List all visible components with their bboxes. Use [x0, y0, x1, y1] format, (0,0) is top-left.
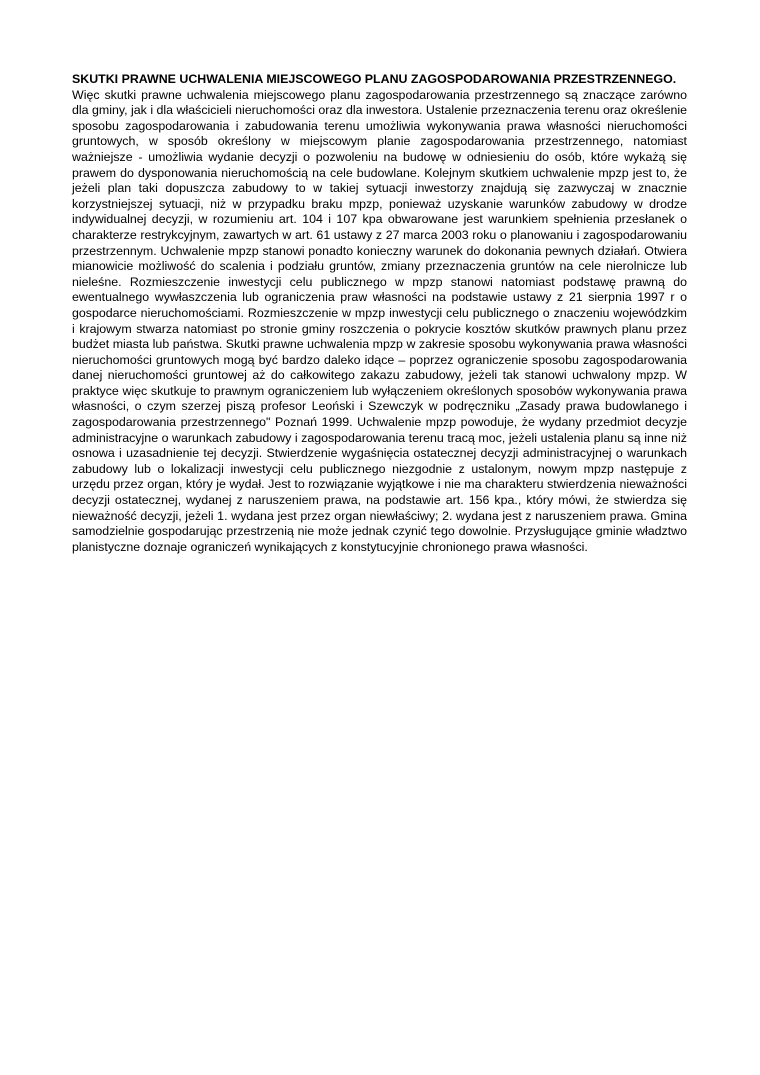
document-page — [72, 72, 687, 555]
document-body: Więc skutki prawne uchwalenia miejscowego planu zagospodarowania przestrzennego są znaczące zarówno dla gminy, jak i dla właścicieli nieruchomości oraz dla inwestora. Ustalenie przeznaczenia terenu oraz określenie sposobu zagospodarowania i zabudowania terenu umożliwia wykonywania prawa własności nieruchomości gruntowych, w sposób określony w miejscowym planie zagospodarowania przestrzennego, natomiast ważniejsze - umożliwia wydanie decyzji o pozwoleniu na budowę w odniesieniu do osób, które wykażą się prawem do dysponowania nieruchomością na cele budowlane. Kolejnym skutkiem uchwalenie mpzp jest to, że jeżeli plan taki dopuszcza zabudowy to w takiej sytuacji inwestorzy znajdują się zazwyczaj w znacznie korzystniejszej sytuacji, niż w przypadku braku mpzp, ponieważ uzyskanie warunków zabudowy w drodze indywidualnej decyzji, w rozumieniu art. 104 i 107 kpa obwarowane jest warunkiem spełnienia przesłanek o charakterze restrykcyjnym, zawartych w art. 61 ustawy z 27 marca 2003 roku o planowaniu i zagospodarowaniu przestrzennym. Uchwalenie mpzp stanowi ponadto konieczny warunek do dokonania pewnych działań. Otwiera mianowicie możliwość do scalenia i podziału gruntów, zmiany przeznaczenia gruntów na cele nierolnicze lub nieleśne. Rozmieszczenie inwestycji celu publicznego w mpzp stanowi natomiast podstawę prawną do ewentualnego wywłaszczenia lub ograniczenia praw własności na podstawie ustawy z 21 sierpnia 1997 r o gospodarce nieruchomościami. Rozmieszczenie w mpzp inwestycji celu publicznego o znaczeniu wojewódzkim i krajowym stwarza natomiast po stronie gminy roszczenia o pokrycie kosztów skutków prawnych planu przez budżet miasta lub państwa. Skutki prawne uchwalenia mpzp w zakresie sposobu wykonywania prawa własności nieruchomości gruntowych mogą być bardzo daleko idące – poprzez ograniczenie sposobu zagospodarowania danej nieruchomości gruntowej aż do całkowitego zakazu zabudowy, jeżeli tak stanowi uchwalony mpzp. W praktyce więc skutkuje to prawnym ograniczeniem lub wyłączeniem określonych sposobów wykonywania prawa własności, o czym szerzej piszą profesor Leoński i Szewczyk w podręczniku „Zasady prawa budowlanego i zagospodarowania przestrzennego" Poznań 1999. Uchwalenie mpzp powoduje, że wydany przedmiot decyzje administracyjne o warunkach zabudowy i zagospodarowania terenu tracą moc, jeżeli ustalenia planu są inne niż osnowa i uzasadnienie tej decyzji. Stwierdzenie wygaśnięcia ostatecznej decyzji administracyjnej o warunkach zabudowy lub o lokalizacji inwestycji celu publicznego niezgodnie z ustalonym, nowym mpzp następuje z urzędu przez organ, który je wydał. Jest to rozwiązanie wyjątkowe i nie ma charakteru stwierdzenia nieważności decyzji ostatecznej, wydanej z naruszeniem prawa, na podstawie art. 156 kpa., który mówi, że stwierdza się nieważność decyzji, jeżeli 1. wydana jest przez organ niewłaściwy; 2. wydana jest z naruszeniem prawa. Gmina samodzielnie gospodarując przestrzenią nie może jednak czynić tego dowolnie. Przysługujące gminie władztwo planistyczne doznaje ograniczeń wynikających z konstytucyjnie chronionego prawa własności. — [72, 87, 687, 554]
document-title: SKUTKI PRAWNE UCHWALENIA MIEJSCOWEGO PLANU ZAGOSPODAROWANIA PRZESTRZENNEGO. — [72, 72, 677, 86]
